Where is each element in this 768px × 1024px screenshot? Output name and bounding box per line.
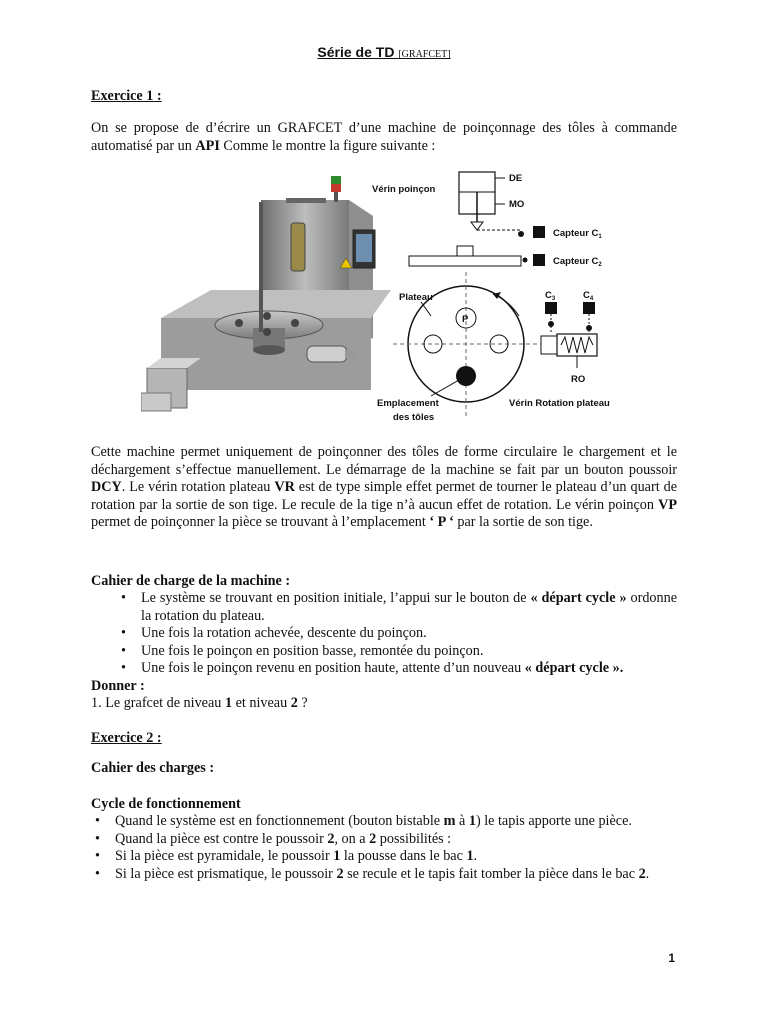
exercise-2-heading: Exercice 2 : xyxy=(91,730,162,746)
machine-illustration xyxy=(141,176,391,411)
desc-text-2: . Le vérin rotation plateau xyxy=(121,479,275,495)
label-emplacement-2: des tôles xyxy=(393,412,435,423)
donner-heading: Donner : xyxy=(91,678,145,694)
punch-cylinder-diagram xyxy=(372,172,602,268)
intro-api: API xyxy=(195,137,220,154)
label-p: P xyxy=(462,314,469,325)
signal-light-red xyxy=(331,184,341,192)
label-capteur-c2: Capteur $C_2$ xyxy=(553,256,602,268)
page-number: 1 xyxy=(668,951,675,965)
list-item: • Quand le système est en fonctionnement (bouton bistable m à 1) le tapis apporte une pièce. xyxy=(91,813,677,831)
label-ro: RO xyxy=(571,374,586,385)
desc-text-1: Cette machine permet uniquement de poinçonner des tôles de forme circulaire le chargement et le déchargement s’effectue manuellement. Le démarrage de la machine se fait par un bouton poussoir xyxy=(91,444,677,478)
label-c3: $C_3$ xyxy=(545,290,556,302)
desc-text-4: permet de poinçonner la pièce se trouvant à l’emplacement xyxy=(91,514,430,530)
cahier-bullet-list xyxy=(117,590,677,678)
title-subtitle: [GRAFCET] xyxy=(398,49,451,60)
list-item: • Si la pièce est pyramidale, le poussoir 1 la pousse dans le bac 1. xyxy=(91,848,677,866)
list-item: • Une fois la rotation achevée, descente du poinçon. xyxy=(117,625,677,643)
list-item: • Quand la pièce est contre le poussoir 2, on a 2 possibilités : xyxy=(91,831,677,849)
desc-p: ‘ P ‘ xyxy=(429,514,454,530)
desc-text-5: par la sortie de son tige. xyxy=(453,514,593,530)
cahier-des-charges-heading: Cahier des charges : xyxy=(91,760,215,776)
label-verin-poincon: Vérin poinçon xyxy=(372,184,436,195)
exercise-1-heading: Exercice 1 : xyxy=(91,88,162,104)
intro-text-b: Comme le montre la figure suivante : xyxy=(219,137,436,154)
desc-text-3: est de type simple effet permet de tourner le plateau d’un quart de rotation par la sortie de son tige. Le recule de la tige n’à aucun effet de rotation. Le vérin poinçon xyxy=(91,479,677,513)
label-capteur-c1: Capteur $C_1$ xyxy=(553,228,602,240)
list-item: • Si la pièce est prismatique, le poussoir 2 se recule et le tapis fait tomber la pièce dans le bac 2. xyxy=(91,866,677,884)
machine-description xyxy=(91,444,677,532)
list-item: • Une fois le poinçon en position basse, remontée du poinçon. xyxy=(117,643,677,661)
desc-vp: VP xyxy=(658,496,677,513)
punching-machine-figure xyxy=(141,168,631,430)
signal-light-green xyxy=(331,176,341,184)
title-main: Série de TD xyxy=(317,44,399,60)
exercise-1-intro xyxy=(91,120,677,155)
question-1: 1. Le grafcet de niveau 1 et niveau 2 ? xyxy=(91,695,308,711)
label-plateau: Plateau xyxy=(399,292,433,303)
label-mo: MO xyxy=(509,199,525,210)
intro-text-a: On se propose de d’écrire un GRAFCET d’une machine de poinçonnage des tôles à commande automatisé par un xyxy=(91,120,677,154)
list-item: • Le système se trouvant en position initiale, l’appui sur le bouton de « départ cycle » ordonne la rotation du plateau. xyxy=(117,590,677,625)
label-c4: $C_4$ xyxy=(583,290,594,302)
desc-vr: VR xyxy=(274,479,295,495)
cycle-bullet-list xyxy=(91,813,677,883)
label-de: DE xyxy=(509,173,523,184)
desc-dcy: DCY xyxy=(91,479,122,495)
cycle-heading: Cycle de fonctionnement xyxy=(91,796,241,812)
label-verin-rotation: Vérin Rotation plateau xyxy=(509,398,610,409)
cahier-heading: Cahier de charge de la machine : xyxy=(91,573,291,589)
label-emplacement-1: Emplacement xyxy=(377,398,439,409)
list-item: • Une fois le poinçon revenu en position haute, attente d’un nouveau « départ cycle ». xyxy=(117,660,677,678)
page-title xyxy=(91,44,677,64)
